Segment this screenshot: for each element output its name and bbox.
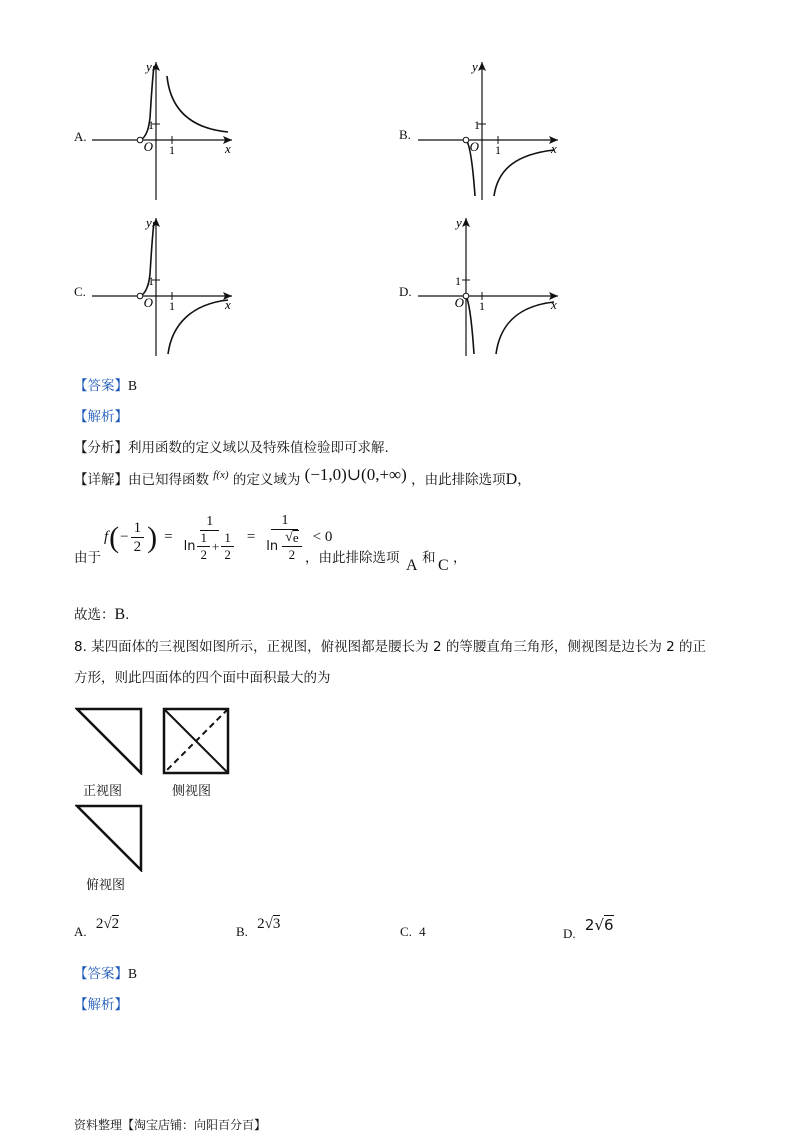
den-den-1: 2 xyxy=(200,546,207,562)
top-view-label: 俯视图 xyxy=(86,878,126,893)
option-d-label: D. xyxy=(399,284,412,299)
front-view-figure xyxy=(75,707,143,779)
option-a-ref: A xyxy=(406,557,418,574)
option-a-label: A. xyxy=(74,129,87,144)
choice-coef: 2 xyxy=(257,916,265,932)
choice-a: A. 2√2 xyxy=(74,916,120,939)
y-axis-label: y xyxy=(146,59,152,74)
x-axis-label: x xyxy=(225,141,231,156)
choice-label: B. xyxy=(236,924,248,939)
sqrt-e: e xyxy=(292,530,299,546)
origin-label: O xyxy=(469,139,479,154)
choice-label: C. xyxy=(400,924,412,939)
x-axis-label: x xyxy=(225,297,231,312)
ln-2: ln xyxy=(266,538,279,554)
xiangjie-text-c: ，由此排除选项 xyxy=(411,472,506,488)
q7-answer-line xyxy=(74,374,137,394)
den-den-3: 2 xyxy=(288,547,296,563)
q8-analysis-line xyxy=(74,993,128,1013)
analysis-tag: 【解析】 xyxy=(74,409,128,425)
youyu-label: 由于 xyxy=(74,550,101,566)
x-tick-1: 1 xyxy=(495,143,501,157)
choice-rad: 6 xyxy=(604,916,614,934)
choice-d: D. 2√6 xyxy=(563,916,614,941)
plus-sign: + xyxy=(211,538,220,554)
option-c-ref: C xyxy=(438,557,449,574)
y-tick-1: 1 xyxy=(148,118,154,132)
big-frac-num: 1 xyxy=(200,514,219,531)
fx-expr: f(x) xyxy=(213,469,229,481)
guxuan-label: 故选： xyxy=(74,607,115,623)
xiangjie-text-a: 由已知得函数 xyxy=(128,472,209,488)
y-tick-1: 1 xyxy=(148,274,154,288)
choice-rad: 2 xyxy=(111,916,120,932)
less-than-zero: < 0 xyxy=(312,529,333,546)
option-d-ref: D xyxy=(505,471,518,488)
y-axis-label: y xyxy=(472,59,478,74)
xiangjie-tag: 【详解】 xyxy=(74,472,128,488)
origin-label: O xyxy=(143,295,153,310)
answer-tag: 【答案】 xyxy=(74,378,128,394)
choice-b: B. 2√3 xyxy=(236,916,281,939)
choice-coef: 2 xyxy=(584,916,595,934)
analysis-tag: 【解析】 xyxy=(74,997,128,1013)
q8-answer-line xyxy=(74,962,137,982)
fenxi-text: 利用函数的定义域以及特殊值检验即可求解. xyxy=(128,440,389,456)
front-view-label: 正视图 xyxy=(83,784,123,799)
q7-final-line xyxy=(74,603,129,624)
frac-num: 1 xyxy=(131,520,145,538)
side-view-label: 侧视图 xyxy=(172,784,212,799)
y-axis-label: y xyxy=(146,215,152,230)
ln-1: ln xyxy=(183,538,196,554)
top-view-figure xyxy=(75,804,143,876)
option-b-label: B. xyxy=(399,127,411,142)
he-text: 和 xyxy=(422,550,436,566)
choice-rad: 3 xyxy=(272,916,281,932)
answer-value: B xyxy=(128,378,138,393)
equals-1: = xyxy=(164,529,173,546)
x-tick-1: 1 xyxy=(169,143,175,157)
option-c-label: C. xyxy=(74,284,86,299)
y-tick-1: 1 xyxy=(455,274,461,288)
f-symbol: f xyxy=(104,529,109,546)
x-tick-1: 1 xyxy=(479,299,485,313)
frac-den: 2 xyxy=(133,539,142,556)
den-num-2: 1 xyxy=(221,531,234,547)
den-num-1: 1 xyxy=(197,531,210,547)
answer-tag: 【答案】 xyxy=(74,966,128,982)
graph-option-a xyxy=(92,58,242,207)
origin-label: O xyxy=(454,295,464,310)
comma: ， xyxy=(517,472,531,488)
x-tick-1: 1 xyxy=(169,299,175,313)
page-footer: 资料整理【淘宝店铺：向阳百分百】 xyxy=(74,1118,267,1132)
y-axis-label: y xyxy=(456,215,462,230)
choice-label: A. xyxy=(74,924,87,939)
graph-option-d xyxy=(418,214,568,363)
side-view-figure xyxy=(162,707,230,779)
domain-expr: (−1,0)∪(0,+∞) xyxy=(304,465,407,484)
xiangjie-text-b: 的定义域为 xyxy=(232,472,301,488)
origin-label: O xyxy=(143,139,153,154)
choice-coef: 2 xyxy=(95,916,104,932)
final-dot: . xyxy=(125,607,130,623)
fenxi-tag: 【分析】 xyxy=(74,440,128,456)
y-tick-1: 1 xyxy=(474,118,480,132)
q7-xiangjie-line xyxy=(74,465,531,489)
x-axis-label: x xyxy=(551,141,557,156)
graph-option-b xyxy=(418,58,568,207)
minus-sign: − xyxy=(120,529,129,546)
final-answer: B xyxy=(114,606,126,623)
exclude-text: ，由此排除选项 xyxy=(305,550,400,566)
choice-label: D. xyxy=(563,926,576,941)
q8-text-line2: 方形，则此四面体的四个面中面积最大的为 xyxy=(74,670,331,686)
graph-option-c xyxy=(92,214,242,363)
q8-text-line1: 8. 某四面体的三视图如图所示，正视图，俯视图都是腰长为 2 的等腰直角三角形，侧视图是边长为 2 的正 xyxy=(74,639,707,655)
choice-value: 4 xyxy=(419,924,426,939)
equals-2: = xyxy=(246,529,256,546)
answer-value: B xyxy=(128,966,138,981)
big-frac2-num: 1 xyxy=(271,513,298,530)
q7-analysis-line xyxy=(74,405,128,425)
x-axis-label: x xyxy=(551,297,557,312)
formula-f-minus-half: f ( − $\frac{1}{2}$ ) = 1 ln $\frac{1}{2}$ + $\frac{1}{2}$ = 1 ln √ e 2 < 0 xyxy=(104,513,333,563)
comma2: ， xyxy=(453,550,467,566)
den-den-2: 2 xyxy=(224,546,231,562)
choice-c xyxy=(400,924,426,940)
q7-fenxi-line xyxy=(74,436,389,456)
